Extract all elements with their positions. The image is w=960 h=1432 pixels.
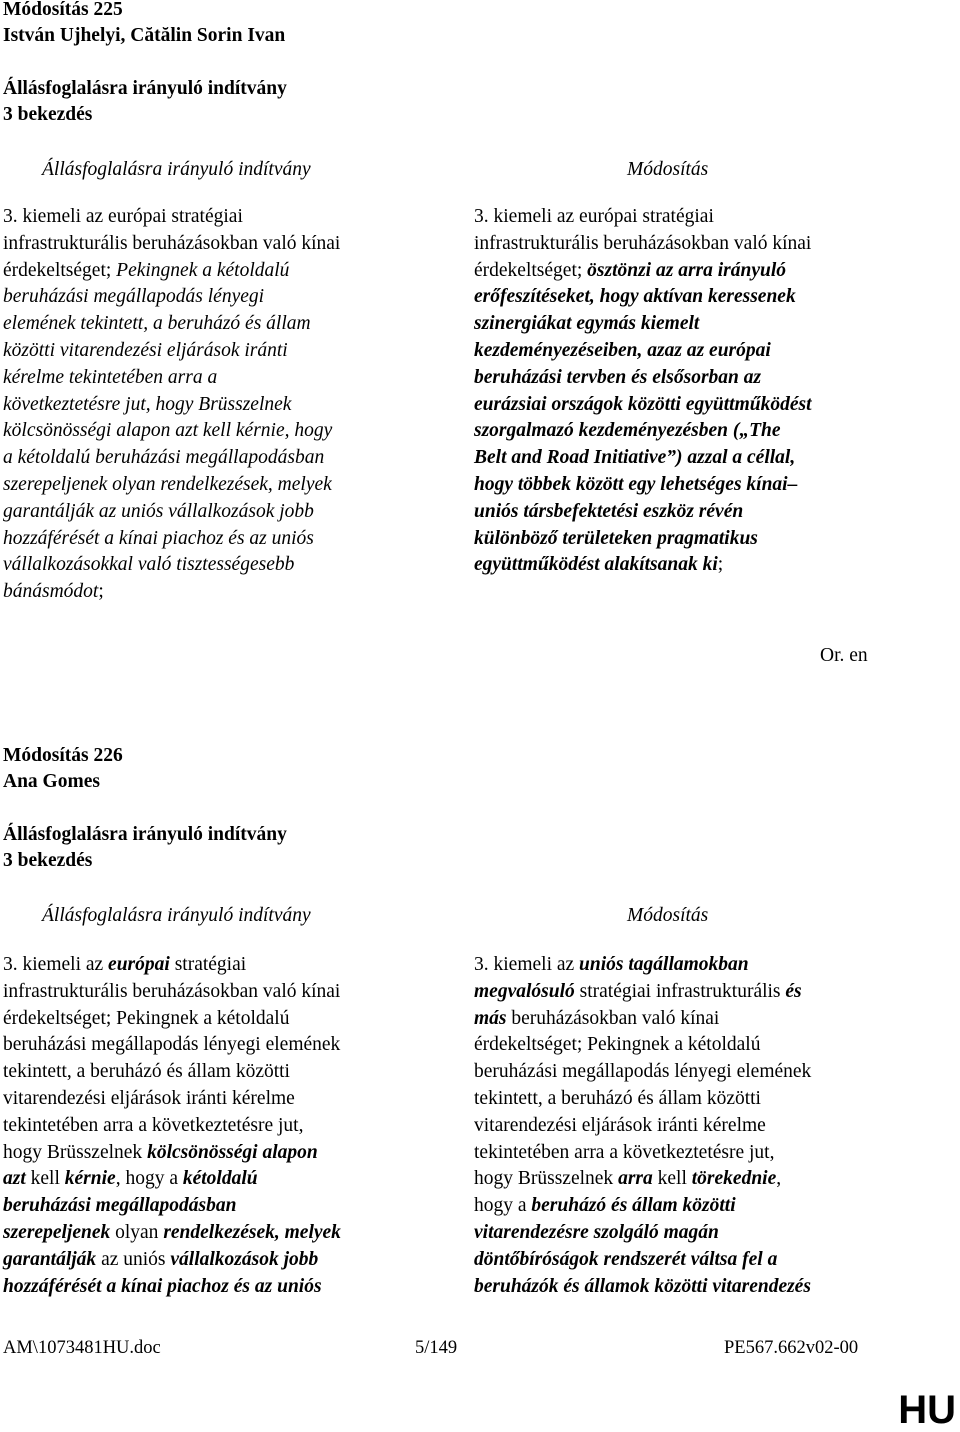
amendment-paragraph: 3 bekezdés — [3, 104, 93, 125]
text-line: erőfeszítéseket, hogy aktívan keressenek — [474, 286, 796, 308]
text-line: szerepeljenek olyan rendelkezések, melyek — [3, 1221, 341, 1243]
column-header-original: Állásfoglalásra irányuló indítvány — [42, 159, 311, 180]
text-line: 3. kiemeli az európai stratégiai — [3, 206, 243, 227]
text-line: garantálják az uniós vállalkozások jobb — [3, 1248, 319, 1270]
amended-text — [474, 204, 944, 579]
footer-page-number: 5/149 — [415, 1338, 458, 1358]
text-line: vitarendezési eljárások iránti kérelme — [3, 1087, 295, 1109]
footer-reference: PE567.662v02-00 — [724, 1338, 859, 1358]
text-line: beruházási megállapodásban — [3, 1195, 237, 1217]
text-line: érdekeltséget; Pekingnek a kétoldalú — [3, 1007, 290, 1029]
text-line: szinergiákat egymás kiemelt — [474, 313, 700, 335]
text-line: infrastrukturális beruházásokban való kínai — [3, 980, 341, 1002]
text-line: érdekeltséget; ösztönzi az arra irányuló — [474, 259, 787, 281]
text-line: beruházási megállapodás lényegi — [3, 286, 265, 308]
text-line: infrastrukturális beruházásokban való kínai — [3, 232, 341, 254]
text-line: együttműködést alakítsanak ki; — [474, 554, 724, 576]
text-line: beruházási megállapodás lényegi elemének — [474, 1061, 812, 1083]
text-line: megvalósuló stratégiai infrastrukturális és — [474, 980, 802, 1002]
amended-text — [474, 952, 944, 1300]
text-line: kérelme tekintetében arra a — [3, 366, 218, 388]
amendment-number: Módosítás 225 — [3, 0, 123, 20]
text-line: hogy Brüsszelnek arra kell törekednie, — [474, 1168, 782, 1190]
text-line: tekintett, a beruházó és állam közötti — [474, 1087, 761, 1109]
text-line: vitarendezési eljárások iránti kérelme — [474, 1114, 766, 1136]
text-line: következtetésre jut, hogy Brüsszelnek — [3, 393, 292, 415]
column-header-original: Állásfoglalásra irányuló indítvány — [42, 905, 311, 926]
amendment-doc-ref: Állásfoglalásra irányuló indítvány — [3, 78, 287, 99]
text-line: közötti vitarendezési eljárások iránti — [3, 339, 288, 361]
text-line: szorgalmazó kezdeményezésben („The — [474, 420, 781, 442]
text-line: érdekeltséget; Pekingnek a kétoldalú — [3, 259, 290, 281]
text-line: bánásmódot; — [3, 581, 104, 603]
text-line: vitarendezésre szolgáló magán — [474, 1221, 719, 1243]
column-header-amendment: Módosítás — [627, 159, 709, 180]
amendment-doc-ref: Állásfoglalásra irányuló indítvány — [3, 824, 287, 845]
text-line: érdekeltséget; Pekingnek a kétoldalú — [474, 1034, 761, 1056]
text-line: 3. kiemeli az európai stratégiai — [474, 206, 714, 227]
text-line: eurázsiai országok közötti együttműködést — [474, 393, 812, 415]
text-line: 3. kiemeli az uniós tagállamokban — [474, 954, 749, 975]
column-header-amendment: Módosítás — [627, 905, 709, 926]
text-line: más beruházásokban való kínai — [474, 1007, 720, 1029]
language-code: HU — [898, 1388, 956, 1432]
changed-text: Pekingnek a kétoldalú — [116, 259, 290, 281]
text-line: hogy a beruházó és állam közötti — [474, 1195, 736, 1217]
footer-doc-id: AM\1073481HU.doc — [3, 1338, 161, 1358]
text-line: garantálják az uniós vállalkozások jobb — [3, 500, 314, 522]
text-line: kölcsönösségi alapon azt kell kérnie, hogy — [3, 420, 333, 442]
text-line: tekintetében arra a következtetésre jut, — [3, 1114, 304, 1136]
text-line: különböző területeken pragmatikus — [474, 527, 758, 549]
text-line: hogy Brüsszelnek kölcsönösségi alapon — [3, 1141, 318, 1163]
text-line: kezdeményezéseiben, azaz az európai — [474, 339, 771, 361]
text-line: uniós társbefektetési eszköz révén — [474, 500, 744, 522]
text-line: szerepeljenek olyan rendelkezések, melyek — [3, 473, 332, 495]
text-line: elemének tekintett, a beruházó és állam — [3, 313, 311, 335]
changed-text: ösztönzi az arra irányuló — [587, 259, 787, 281]
amendment-authors: Ana Gomes — [3, 771, 100, 792]
text-line: Belt and Road Initiative”) azzal a céllal, — [474, 447, 796, 469]
text-line: vállalkozásokkal való tisztességesebb — [3, 554, 295, 576]
original-text — [3, 952, 453, 1300]
amendment-number: Módosítás 226 — [3, 745, 123, 766]
text-line: infrastrukturális beruházásokban való kínai — [474, 232, 812, 254]
original-language: Or. en — [820, 645, 868, 666]
text-line: tekintetében arra a következtetésre jut, — [474, 1141, 775, 1163]
text-line: a kétoldalú beruházási megállapodásban — [3, 447, 325, 469]
text-line: hozzáférését a kínai piachoz és az uniós — [3, 1275, 322, 1297]
text-line: hozzáférését a kínai piachoz és az uniós — [3, 527, 314, 549]
text-line: 3. kiemeli az európai stratégiai — [3, 954, 247, 975]
text-line: hogy többek között egy lehetséges kínai– — [474, 473, 798, 495]
text-line: azt kell kérnie, hogy a kétoldalú — [3, 1168, 258, 1190]
text-line: beruházók és államok közötti vitarendezés — [474, 1275, 811, 1297]
amendment-authors: István Ujhelyi, Cătălin Sorin Ivan — [3, 25, 286, 46]
text-line: tekintett, a beruházó és állam közötti — [3, 1061, 290, 1083]
text-line: döntőbíróságok rendszerét váltsa fel a — [474, 1248, 778, 1270]
original-text — [3, 204, 453, 606]
text-line: beruházási megállapodás lényegi elemének — [3, 1034, 341, 1056]
amendment-paragraph: 3 bekezdés — [3, 850, 93, 871]
text-line: beruházási tervben és elsősorban az — [474, 366, 762, 388]
